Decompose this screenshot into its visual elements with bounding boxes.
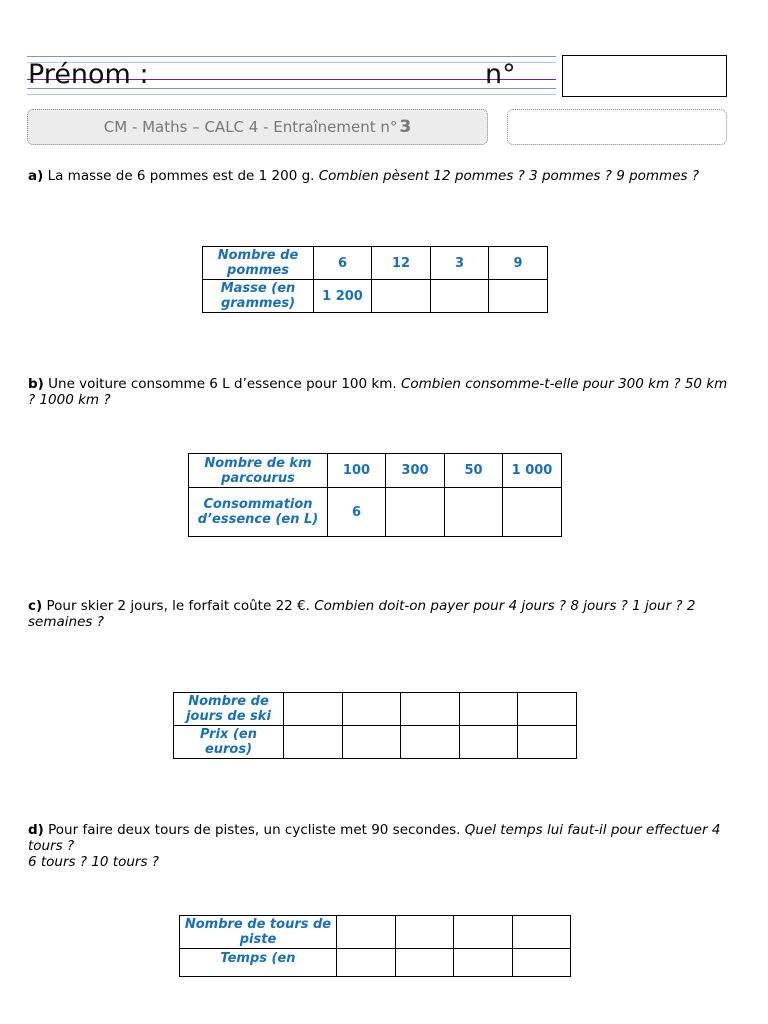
answer-cell[interactable]: [396, 949, 454, 977]
row-header: Masse (en grammes): [203, 280, 314, 313]
answer-cell[interactable]: [454, 916, 513, 949]
question-letter: b): [28, 376, 44, 392]
question-statement: Pour skier 2 jours, le forfait coûte 22 €.: [46, 598, 310, 614]
answer-cell[interactable]: [489, 280, 548, 313]
table-cell: 1 000: [503, 454, 562, 488]
row-header: Prix (en euros): [174, 726, 284, 759]
answer-cell[interactable]: [284, 726, 343, 759]
answer-cell[interactable]: [513, 916, 571, 949]
title-number: 3: [399, 117, 412, 137]
question-prompt: Combien doit-on payer pour 4 jours ? 8 jours ? 1 jour ? 2 semaines ?: [28, 598, 696, 630]
row-header: Nombre de tours de piste: [180, 916, 337, 949]
answer-cell[interactable]: [343, 693, 401, 726]
number-field[interactable]: [562, 55, 727, 97]
answer-cell[interactable]: [401, 693, 460, 726]
proportion-table-a: [202, 246, 548, 313]
question-d: [28, 822, 728, 870]
table-cell: 9: [489, 247, 548, 280]
proportion-table-b: [188, 453, 562, 537]
table-cell: 100: [328, 454, 386, 488]
answer-cell[interactable]: [401, 726, 460, 759]
proportion-table-d: [179, 915, 571, 977]
answer-cell[interactable]: [431, 280, 489, 313]
proportion-table-c: [173, 692, 577, 759]
ruled-line: [27, 56, 556, 57]
answer-cell[interactable]: [337, 949, 396, 977]
question-statement: La masse de 6 pommes est de 1 200 g.: [47, 168, 315, 184]
table-cell: 50: [445, 454, 503, 488]
row-header: Consommation d’essence (en L): [189, 488, 328, 537]
answer-cell[interactable]: [454, 949, 513, 977]
number-label: n°: [485, 59, 516, 90]
question-letter: c): [28, 598, 43, 614]
table-cell: 12: [372, 247, 431, 280]
answer-cell[interactable]: [337, 916, 396, 949]
question-a: [28, 168, 728, 184]
answer-cell[interactable]: [396, 916, 454, 949]
answer-cell[interactable]: [518, 726, 577, 759]
title-text: CM - Maths – CALC 4 - Entraînement n°: [103, 118, 398, 136]
row-header: Nombre de km parcourus: [189, 454, 328, 488]
name-label: Prénom :: [28, 59, 149, 90]
question-letter: a): [28, 168, 44, 184]
row-header: Nombre de jours de ski: [174, 693, 284, 726]
table-cell: 3: [431, 247, 489, 280]
answer-cell[interactable]: [518, 693, 577, 726]
answer-cell[interactable]: [372, 280, 431, 313]
answer-cell[interactable]: [386, 488, 445, 537]
question-prompt: Quel temps lui faut-il pour effectuer 4 tours ?: [28, 822, 721, 854]
answer-cell[interactable]: [460, 726, 518, 759]
table-cell: 6: [314, 247, 372, 280]
answer-cell[interactable]: [284, 693, 343, 726]
question-statement: Pour faire deux tours de pistes, un cycliste met 90 secondes.: [48, 822, 461, 838]
answer-cell[interactable]: [343, 726, 401, 759]
question-prompt: Combien consomme-t-elle pour 300 km ? 50 km ? 1000 km ?: [28, 376, 728, 408]
question-c: [28, 598, 728, 630]
score-field[interactable]: [507, 109, 727, 145]
ruled-line: [27, 94, 556, 95]
answer-cell[interactable]: [513, 949, 571, 977]
worksheet-title: [27, 109, 488, 145]
question-letter: d): [28, 822, 44, 838]
row-header: Nombre de pommes: [203, 247, 314, 280]
question-prompt: Combien pèsent 12 pommes ? 3 pommes ? 9 pommes ?: [318, 168, 700, 184]
question-b: [28, 376, 728, 408]
answer-cell[interactable]: [460, 693, 518, 726]
table-cell: 300: [386, 454, 445, 488]
table-cell: 6: [328, 488, 386, 537]
table-cell: 1 200: [314, 280, 372, 313]
question-prompt-continued: 6 tours ? 10 tours ?: [28, 854, 159, 870]
question-statement: Une voiture consomme 6 L d’essence pour 100 km.: [48, 376, 397, 392]
answer-cell[interactable]: [445, 488, 503, 537]
row-header: Temps (en: [180, 949, 337, 977]
answer-cell[interactable]: [503, 488, 562, 537]
